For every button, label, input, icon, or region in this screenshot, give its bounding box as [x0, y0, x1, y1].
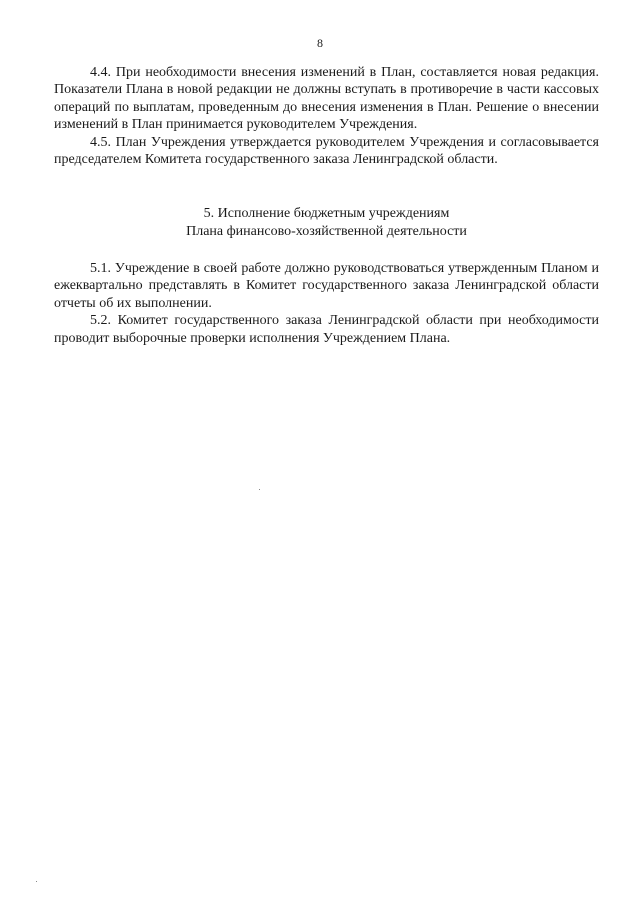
- paragraph-4-4: 4.4. При необходимости внесения изменений в План, составляется новая редакция. Показатели Плана в новой редакции не должны вступать в противоречие в части кассовых операций по выплатам, проведенным до внесения изменения в План. Решение о внесении изменений в План принимается руководителем Учреждения.: [54, 65, 599, 133]
- section-5-heading: [54, 205, 599, 241]
- scan-speck: [36, 881, 37, 882]
- scan-speck: [259, 489, 260, 490]
- paragraph-4-5: 4.5. План Учреждения утверждается руководителем Учреждения и согласовывается председателем Комитета государственного заказа Ленинградской области.: [54, 134, 599, 168]
- page-number: 8: [317, 36, 323, 50]
- section-5-heading-line-1: 5. Исполнение бюджетным учреждениям: [203, 206, 450, 221]
- section-5-text: [54, 260, 599, 347]
- section-4-text: [54, 64, 599, 168]
- paragraph-5-2: 5.2. Комитет государственного заказа Ленинградской области при необходимости проводит выборочные проверки исполнения Учреждением Плана.: [54, 313, 599, 346]
- paragraph-5-1: 5.1. Учреждение в своей работе должно руководствоваться утвержденным Планом и ежеквартально представлять в Комитет государственного заказа Ленинградской области отчеты об их выполнении.: [54, 261, 599, 311]
- section-5-heading-line-2: Плана финансово-хозяйственной деятельности: [186, 224, 467, 239]
